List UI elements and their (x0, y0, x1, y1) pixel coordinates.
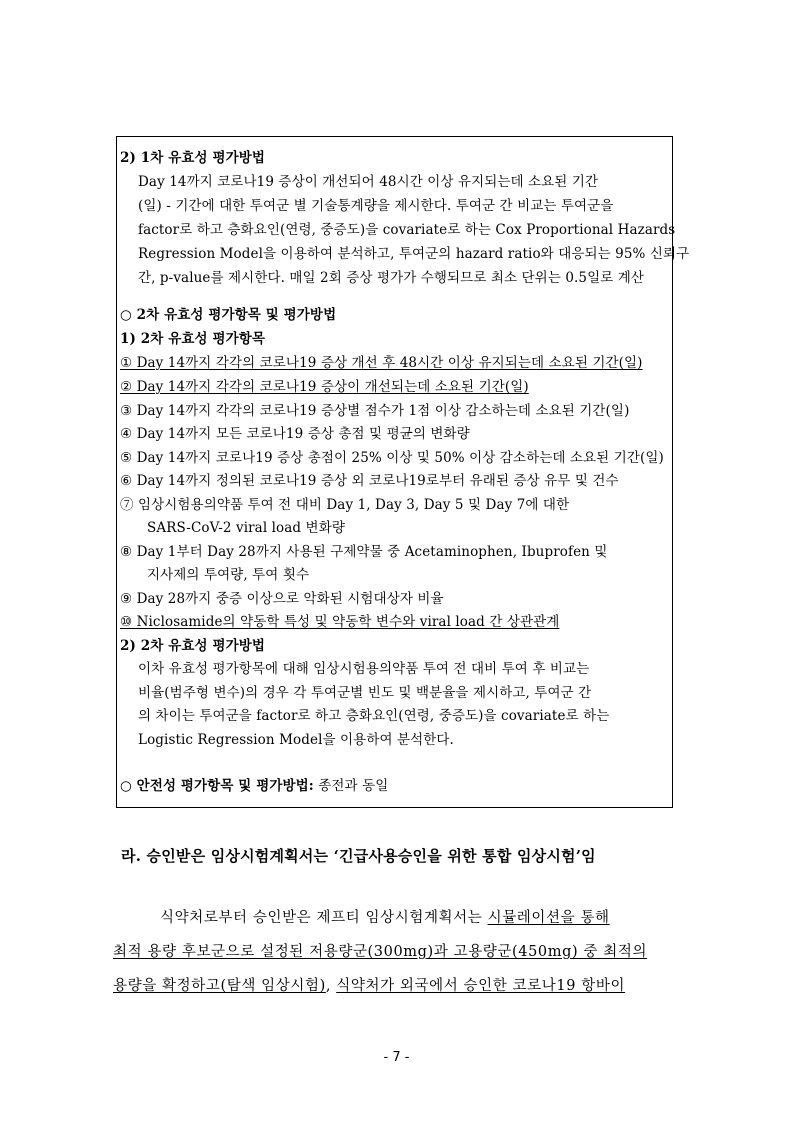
sec2-line: 의 차이는 투여군을 factor로 하고 층화요인(연령, 중증도)을 covariate로 하는 (138, 708, 610, 724)
paragraph-underlined: 시뮬레이션을 통해 (487, 910, 610, 926)
sec1-line: (일) - 기간에 대한 투여군 별 기술통계량을 제시한다. 투여군 간 비교는 투여군을 (138, 198, 614, 214)
sec1-line: factor로 하고 층화요인(연령, 중증도)을 covariate로 하는 Cox Proportional Hazards (138, 222, 676, 238)
item-9: ⑨ Day 28까지 중증 이상으로 악화된 시험대상자 비율 (120, 591, 444, 607)
item-7-cont: SARS-CoV-2 viral load 변화량 (147, 520, 345, 536)
paragraph-text: 식약처로부터 승인받은 제프티 임상시험계획서는 (160, 910, 488, 926)
sec1-line: Regression Model을 이용하여 분석하고, 투여군의 hazard ratio와 대응되는 95% 신뢰구 (138, 246, 690, 262)
item-7: ⑦ 임상시험용의약품 투여 전 대비 Day 1, Day 3, Day 5 및 Day 7에 대한 (120, 497, 570, 513)
sec2-line: Logistic Regression Model을 이용하여 분석한다. (138, 732, 454, 748)
paragraph-line: 최적 용량 후보군으로 설정된 저용량군(300mg)과 고용량군(450mg) 중 최적의 (113, 944, 648, 960)
sec2-line: 이차 유효성 평가항목에 대해 임상시험용의약품 투여 전 대비 투여 후 비교는 (138, 661, 590, 677)
item-10: ⑩ Niclosamide의 약동학 특성 및 약동학 변수와 viral load 간 상관관계 (120, 614, 560, 630)
sec2-line: 비율(범주형 변수)의 경우 각 투여군별 빈도 및 백분율을 제시하고, 투여군 간 (138, 685, 592, 701)
safety-value: 종전과 동일 (313, 778, 389, 794)
paragraph-underlined: 식약처가 외국에서 승인한 코로나19 항바이 (336, 978, 626, 994)
safety-line (120, 777, 388, 795)
item-6: ⑥ Day 14까지 정의된 코로나19 증상 외 코로나19로부터 유래된 증상 유무 및 건수 (120, 473, 619, 489)
item-2: ② Day 14까지 각각의 코로나19 증상이 개선되는데 소요된 기간(일) (120, 379, 529, 395)
sec2-title: ○ 2차 유효성 평가항목 및 평가방법 (120, 307, 337, 323)
item-4: ④ Day 14까지 모든 코로나19 증상 총점 및 평균의 변화량 (120, 426, 470, 442)
sec2-sub2: 2) 2차 유효성 평가방법 (120, 638, 266, 654)
paragraph-line (160, 906, 610, 927)
item-3: ③ Day 14까지 각각의 코로나19 증상별 점수가 1점 이상 감소하는데 소요된 기간(일) (120, 403, 630, 419)
item-1: ① Day 14까지 각각의 코로나19 증상 개선 후 48시간 이상 유지되는데 소요된 기간(일) (120, 355, 643, 371)
sec1-line: 간, p-value를 제시한다. 매일 2회 증상 평가가 수행되므로 최소 단위는 0.5일로 계산 (138, 270, 645, 286)
safety-title: ○ 안전성 평가항목 및 평가방법: (120, 778, 314, 794)
item-8: ⑧ Day 1부터 Day 28까지 사용된 구제약물 중 Acetaminophen, Ibuprofen 및 (120, 544, 608, 560)
paragraph-text: , (325, 978, 337, 994)
paragraph-line (113, 974, 625, 995)
sec1-title: 2) 1차 유효성 평가방법 (120, 150, 266, 166)
sec1-line: Day 14까지 코로나19 증상이 개선되어 48시간 이상 유지되는데 소요된 기간 (138, 174, 599, 190)
sec2-sub1: 1) 2차 유효성 평가항목 (120, 331, 266, 347)
section-heading: 라. 승인받은 임상시험계획서는 ‘긴급사용승인을 위한 통합 임상시험’임 (121, 847, 596, 865)
item-5: ⑤ Day 14까지 코로나19 증상 총점이 25% 이상 및 50% 이상 감소하는데 소요된 기간(일) (120, 450, 664, 466)
page-number: - 7 - (383, 1050, 410, 1065)
paragraph-underlined: 용량을 확정하고(탐색 임상시험) (113, 978, 326, 994)
item-8-cont: 지사제의 투여량, 투여 횟수 (147, 567, 310, 583)
